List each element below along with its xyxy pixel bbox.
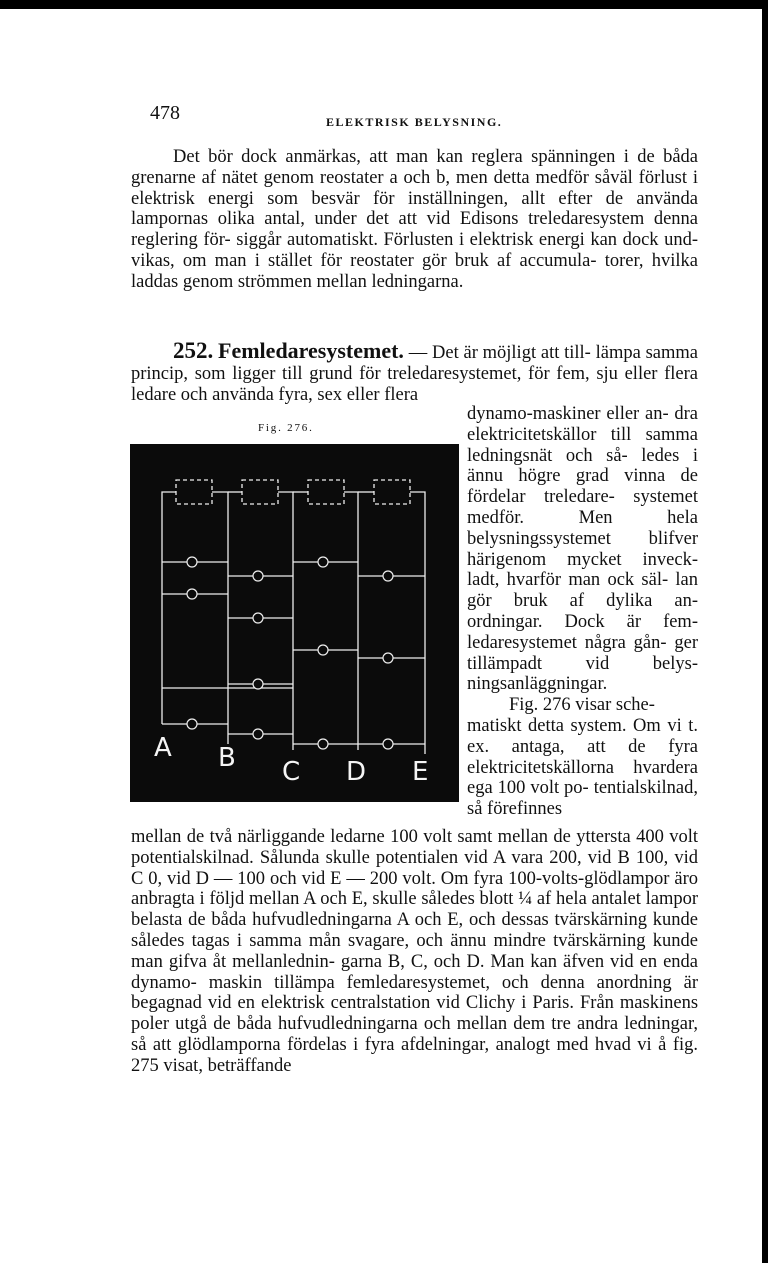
p3-line: vid A vara 200, vid B 100, vid C 0, vid D — 100 och vid	[131, 847, 698, 889]
p1-line: under det att vid Edisons treledaresystem denna reglering för-	[131, 209, 699, 251]
p3-line: Från maskinens poler utgå de båda hufvudledningarna och mellan	[131, 993, 699, 1035]
p3-line: ännu mindre tvärskärning kunde man gifva åt mellanlednin-	[131, 930, 698, 972]
wrap-line: samma ledningsnät och så-	[467, 424, 698, 466]
p3-line: E — 200 volt. Om fyra 100-volts-glödlampor äro anbragta i	[131, 868, 698, 910]
wrap-line: härigenom mycket inveck-	[467, 549, 698, 570]
p3-line: dem tre andra ledningar, så att glödlamporna fördelas i fyra	[131, 1014, 698, 1055]
p3-line: tvärskärning kunde således tagas i samma mån svagare, och	[131, 910, 699, 951]
wrap-line: hvardera ega 100 volt po-	[467, 757, 698, 799]
wrap-line: fyra elektricitetskällorna	[467, 736, 699, 778]
p1-line: siggår automatiskt. Förlusten i elektrisk energi kan dock und-	[236, 230, 698, 251]
p3-line: garna B, C, och D. Man kan äfven vid en enda dynamo-	[131, 951, 699, 993]
wrap-line: vinna de fördelar treledare-	[467, 466, 699, 508]
paragraph-1	[131, 147, 698, 293]
wrap-line: dra elektricitetskällor till	[467, 404, 699, 445]
dynamo-4-right-lead	[410, 492, 425, 508]
p3-line: afdelningar, analogt med hvad vi å fig. 275 visat, beträffande	[131, 1034, 699, 1076]
dynamo-2-box	[242, 480, 278, 504]
wrap-line: ladt, hvarför man ock säl-	[467, 570, 669, 591]
dynamo-2-right-lead	[278, 492, 293, 508]
p1-line: i de båda grenarne af nätet genom reostater a och b, men	[131, 147, 698, 188]
section-line: lämpa samma princip, som ligger till grund för treledaresystemet,	[131, 343, 699, 384]
conductor-label-b: B	[218, 743, 236, 773]
dynamo-1-right-lead	[212, 492, 228, 508]
wrap-line: ordningar. Dock är fem-	[467, 611, 698, 632]
dynamo-1-box	[176, 480, 212, 504]
wrap-line: ledaresystemet några gån-	[467, 632, 667, 653]
wrap-line: tentialskilnad, så förefinnes	[467, 778, 698, 820]
conductor-label-a: A	[154, 733, 172, 763]
section-intro	[131, 338, 699, 405]
lamp-icon	[253, 679, 263, 689]
dynamo-1-left-lead	[162, 492, 176, 508]
section-title: Femledaresystemet.	[218, 338, 404, 363]
paragraph-1-text	[131, 147, 698, 293]
lamp-icon	[383, 653, 393, 663]
p3-line: begagnad vid en elektrisk centralstation vid Clichy i Paris.	[131, 993, 575, 1014]
conductor-label-c: C	[282, 757, 301, 787]
lamp-icon	[318, 645, 328, 655]
lamp-icon	[253, 571, 263, 581]
lamp-icon	[383, 571, 393, 581]
conductor-label-e: E	[412, 757, 429, 787]
wrap-line: lan gör bruk af dylika an-	[467, 570, 698, 612]
lamp-icon	[187, 719, 197, 729]
wrap-line: ger tillämpadt vid belys-	[467, 632, 698, 674]
section-wrap-text	[467, 404, 698, 820]
section-paragraph	[131, 338, 699, 405]
conductor-label-d: D	[346, 757, 367, 787]
lamp-icon	[318, 739, 328, 749]
dynamo-4-box	[374, 480, 410, 504]
lamp-icon	[253, 729, 263, 739]
p3-line: lampor belasta de båda hufvudledningarna A och E, och dessas	[131, 889, 699, 931]
wrap-line: ningsanläggningar.	[467, 674, 608, 695]
wrap-line: dynamo-maskiner eller an-	[467, 404, 669, 424]
section-number: 252.	[173, 338, 214, 363]
page-right-edge	[762, 0, 768, 1263]
lamp-icon	[318, 557, 328, 567]
paragraph-3-text	[131, 827, 698, 1077]
lamp-icon	[253, 613, 263, 623]
p3-line: yttersta 400 volt potentialskilnad. Sålunda skulle potentialen	[131, 827, 699, 868]
wrap-line: belysningssystemet blifver	[467, 528, 698, 549]
lamp-icon	[187, 557, 197, 567]
wrap-line: Fig. 276 visar sche-	[509, 695, 655, 716]
paragraph-3	[131, 827, 698, 1077]
p3-line: följd mellan A och E, skulle således blott ¼ af hela antalet	[209, 889, 641, 910]
running-head: ELEKTRISK BELYSNING.	[326, 115, 503, 129]
page-number: 478	[150, 102, 180, 124]
figure-276-diagram	[130, 444, 459, 802]
p1-line: vikas, om man i stället för reostater gör bruk af accumula-	[131, 250, 597, 271]
dynamo-3-right-lead	[344, 492, 358, 508]
p1-line: inställningen, allt efter de använda lampornas olika antal,	[131, 188, 698, 230]
wrap-line: systemet medför. Men hela	[467, 487, 698, 528]
p1-line: torer, hvilka laddas genom strömmen mellan ledningarna.	[131, 250, 698, 292]
wrap-line: ledes i ännu högre grad	[467, 445, 699, 487]
lamp-icon	[187, 589, 197, 599]
section-line: för fem, sju eller flera ledare och använda fyra, sex eller flera	[131, 363, 699, 405]
wrap-line: vi t. ex. antaga, att de	[467, 715, 698, 757]
page-top-edge	[0, 0, 768, 9]
five-wire-diagram	[130, 444, 459, 802]
section-line: — Det är möjligt att till-	[408, 343, 591, 363]
p1-line: detta medför såväl förlust i elektrisk energi som besvär för	[131, 167, 699, 209]
dynamo-3-box	[308, 480, 344, 504]
figure-caption: Fig. 276.	[258, 422, 314, 434]
p3-line: maskin tillämpa femledaresystemet, och denna anordning är	[208, 972, 698, 993]
p3-line: mellan de två närliggande ledarne 100 volt samt mellan de	[131, 827, 571, 847]
wrap-line: matiskt detta system. Om	[467, 715, 661, 736]
p1-line: Det bör dock anmärkas, att man kan reglera spänningen	[173, 147, 616, 167]
lamp-icon	[383, 739, 393, 749]
